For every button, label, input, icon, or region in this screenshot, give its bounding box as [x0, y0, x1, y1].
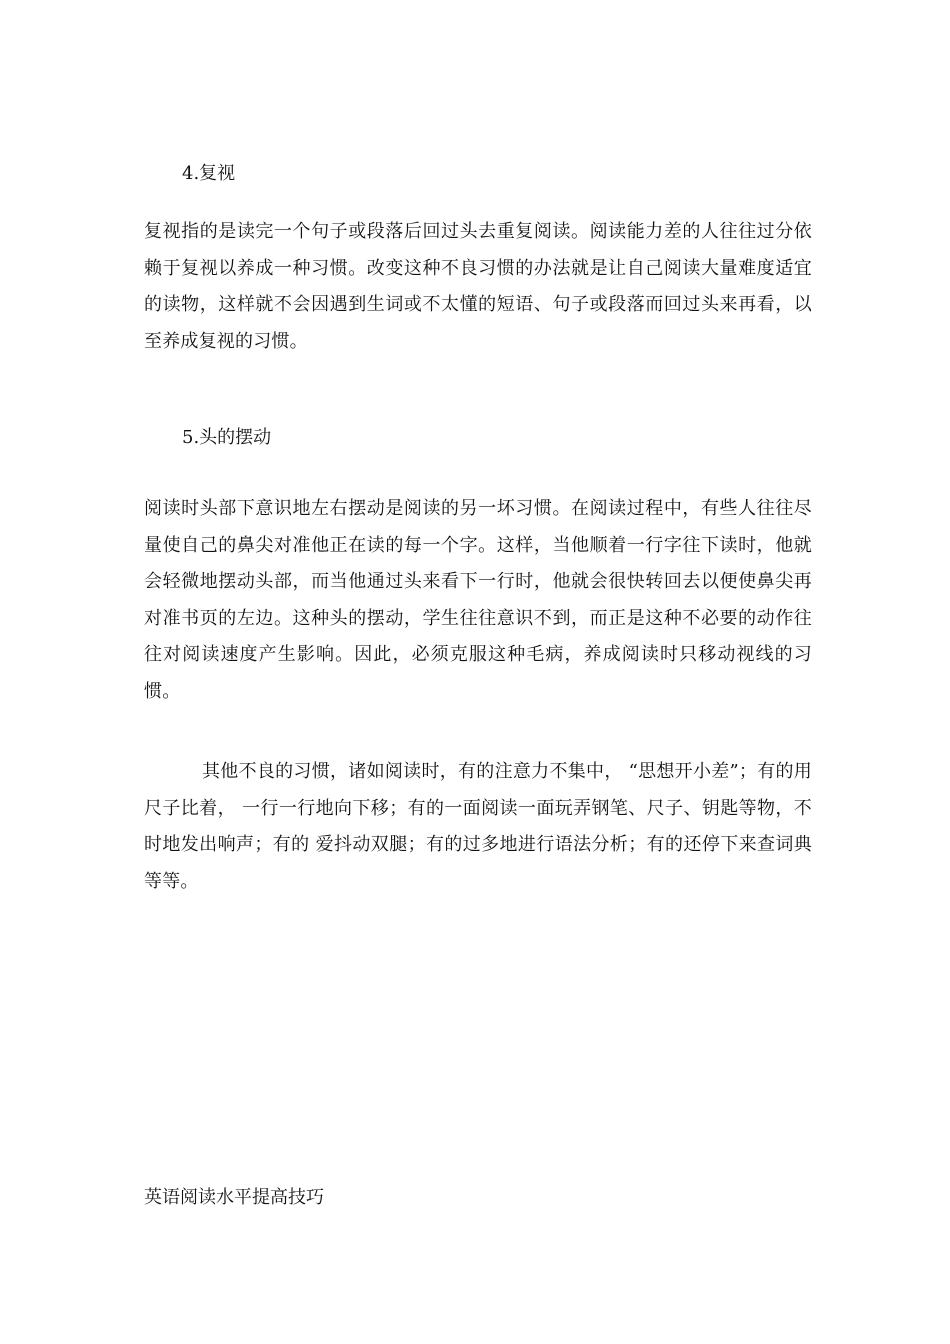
other-habits-paragraph: 其他不良的习惯，诸如阅读时，有的注意力不集中， “思想开小差”；有的用尺子比着， 一行一行地向下移；有的一面阅读一面玩弄钢笔、尺子、钥匙等物，不时地发出响声；有的 爱抖动双腿；有的过多地进行语法分析；有的还停下来查词典等等。: [144, 761, 812, 892]
document-title: 英语阅读水平提高技巧: [144, 1187, 324, 1208]
section-body-re-reading: 复视指的是读完一个句子或段落后回过头去重复阅读。阅读能力差的人往往过分依赖于复视以养成一种习惯。改变这种不良习惯的办法就是让自己阅读大量难度适宜的读物，这样就不会因遇到生词或不太懂的短语、句子或段落而回过头来再看，以至养成复视的习惯。: [144, 221, 812, 352]
section-body-head-movement: 阅读时头部下意识地左右摆动是阅读的另一坏习惯。在阅读过程中，有些人往往尽量使自己的鼻尖对准他正在读的每一个字。这样，当他顺着一行字往下读时，他就会轻微地摆动头部，而当他通过头来看下一行时，他就会很快转回去以便使鼻尖再对准书页的左边。这种头的摆动，学生往往意识不到，而正是这种不必要的动作往往对阅读速度产生影响。因此，必须克服这种毛病，养成阅读时只移动视线的习惯。: [144, 498, 812, 702]
section-heading-re-reading: 4.复视: [182, 163, 236, 184]
section-heading-head-movement: 5.头的摆动: [182, 427, 272, 448]
